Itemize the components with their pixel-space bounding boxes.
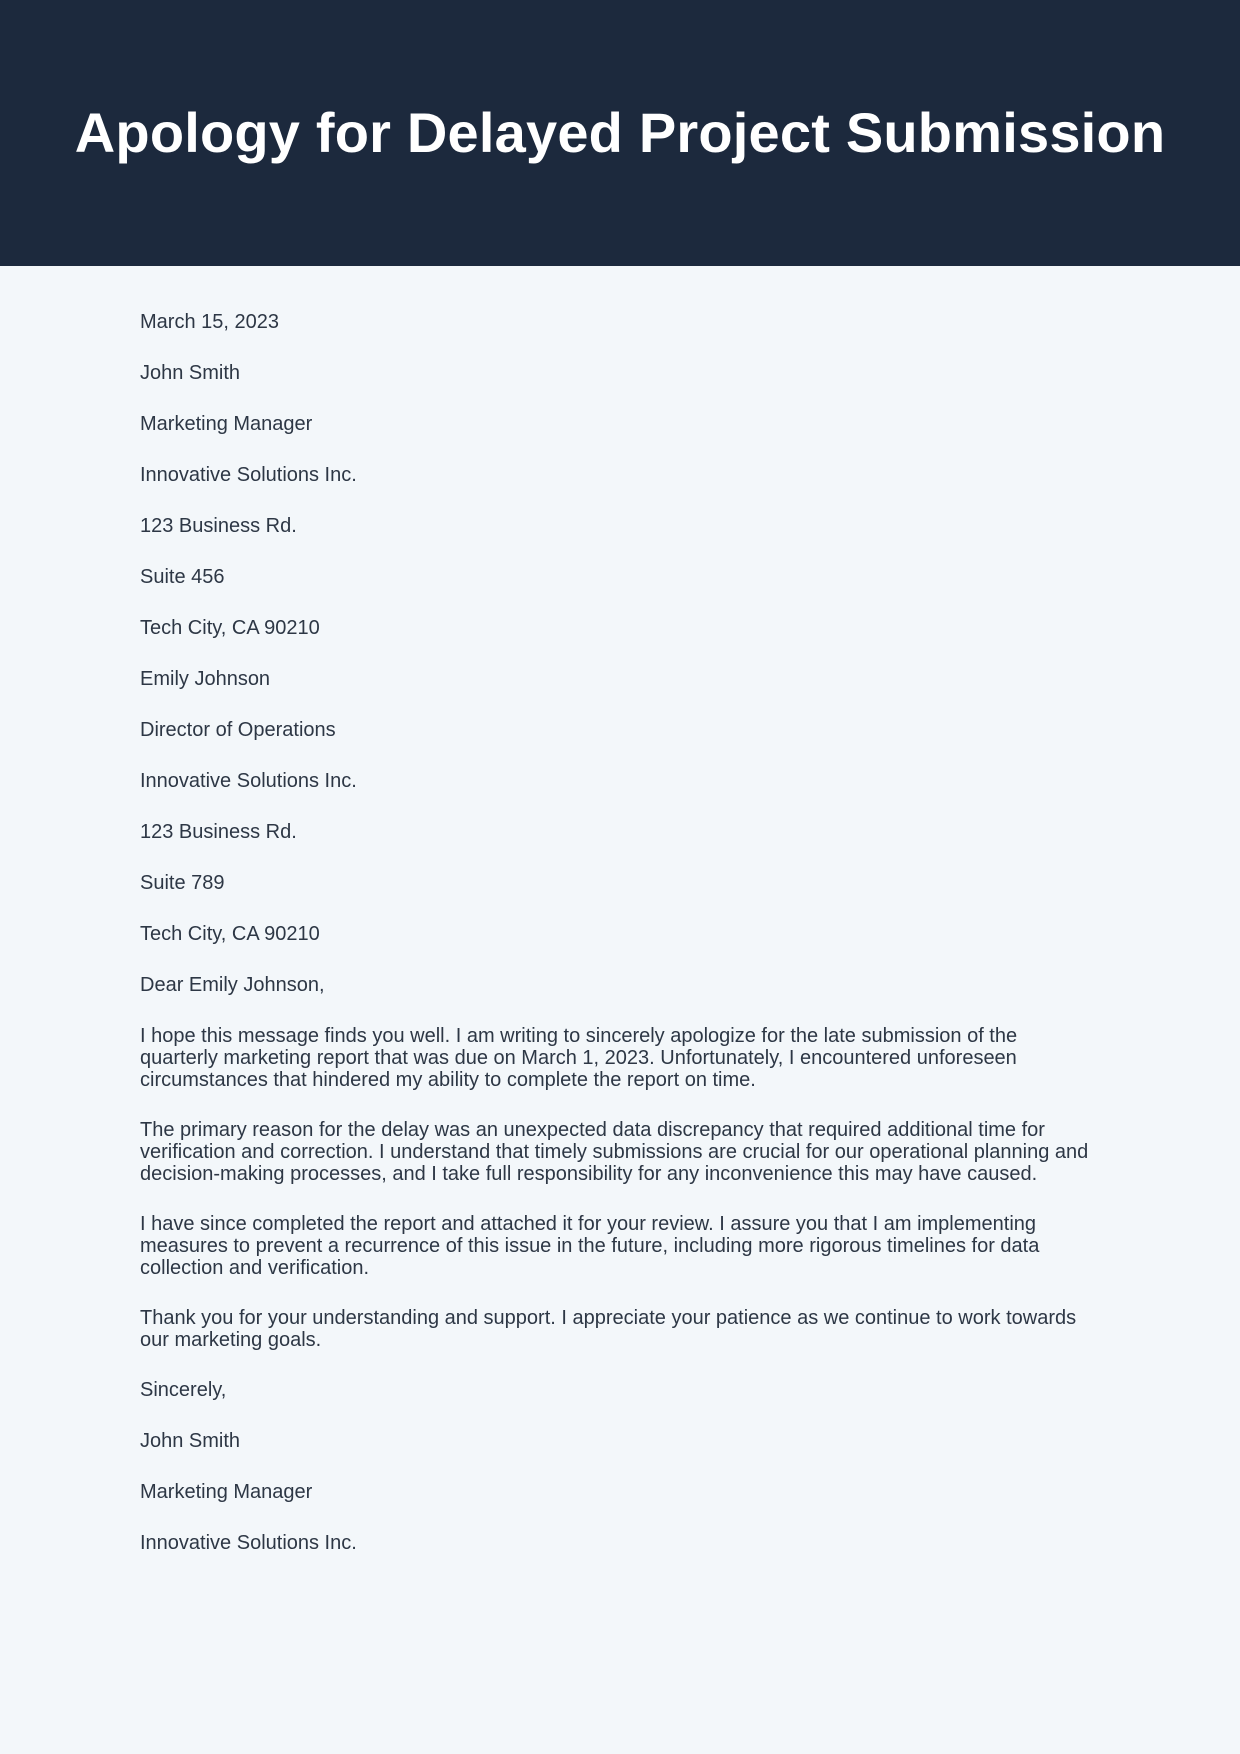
letter-date: March 15, 2023: [140, 311, 279, 333]
body-paragraph-1: I hope this message finds you well. I am writing to sincerely apologize for the late submission of the quarterly marketing report that was due on March 1, 2023. Unfortunately, I encountered unforeseen circumstances that hindered my ability to complete the report on time.: [140, 1025, 1018, 1091]
body-paragraph-3: I have since completed the report and attached it for your review. I assure you that I am implementing measures to prevent a recurrence of this issue in the future, including more rigorous timelines for data collection and verification.: [140, 1213, 1040, 1279]
recipient-address-line-2: Suite 789: [140, 872, 225, 894]
signature-title: Marketing Manager: [140, 1481, 313, 1503]
sender-address-line-2: Suite 456: [140, 566, 225, 588]
sender-company: Innovative Solutions Inc.: [140, 464, 357, 486]
sender-city: Tech City, CA 90210: [140, 617, 320, 639]
closing: Sincerely,: [140, 1379, 227, 1401]
recipient-address-line-1: 123 Business Rd.: [140, 821, 297, 843]
page-title: Apology for Delayed Project Submission: [74, 100, 1166, 164]
body-paragraph-2: The primary reason for the delay was an unexpected data discrepancy that required additional time for verification and correction. I understand that timely submissions are crucial for our operational planning and decision-making processes, and I take full responsibility for any inconvenience this may have caused.: [140, 1119, 1089, 1185]
recipient-name: Emily Johnson: [140, 668, 271, 690]
recipient-city: Tech City, CA 90210: [140, 923, 320, 945]
recipient-company: Innovative Solutions Inc.: [140, 770, 357, 792]
letter-body: [140, 311, 1100, 1583]
sender-title: Marketing Manager: [140, 413, 313, 435]
salutation: Dear Emily Johnson,: [140, 974, 325, 996]
recipient-title: Director of Operations: [140, 719, 336, 741]
letter-header: [0, 0, 1240, 266]
signature-company: Innovative Solutions Inc.: [140, 1532, 357, 1554]
sender-name: John Smith: [140, 362, 241, 384]
sender-address-line-1: 123 Business Rd.: [140, 515, 297, 537]
signature-name: John Smith: [140, 1430, 241, 1452]
body-paragraph-4: Thank you for your understanding and support. I appreciate your patience as we continue to work towards our marketing goals.: [140, 1307, 1077, 1351]
